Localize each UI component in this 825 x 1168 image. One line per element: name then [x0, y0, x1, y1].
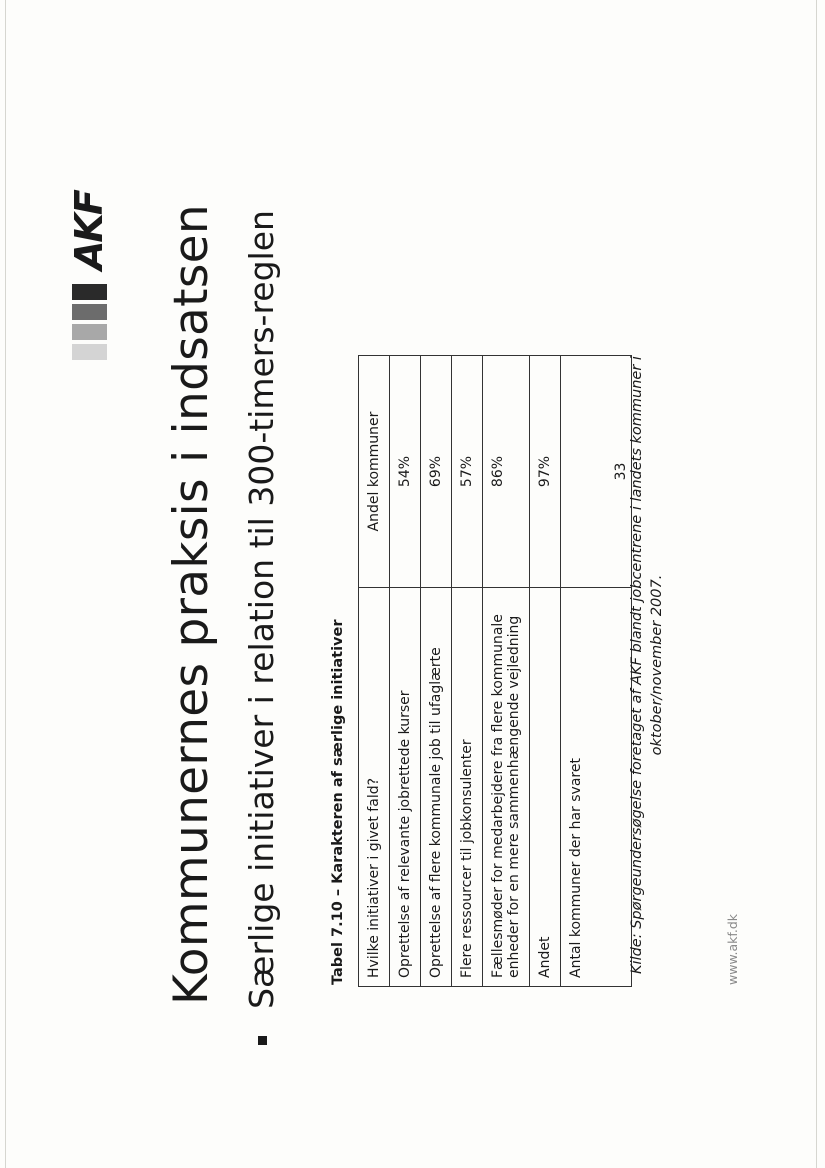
- row-label: Fællesmøder for medarbejdere fra flere kommunale enheder for en mere sammenhængende vejledning: [483, 588, 530, 987]
- table-row: [421, 356, 452, 987]
- table-row: [483, 356, 530, 987]
- table-row-total: [561, 356, 632, 987]
- logo-bar-2: [72, 324, 107, 340]
- bullet-item: [242, 210, 281, 1045]
- row-value: 57%: [452, 356, 483, 588]
- page-edge-right: [816, 0, 817, 1168]
- table-row: [452, 356, 483, 987]
- table-row: [530, 356, 561, 987]
- row-label: Flere ressourcer til jobkonsulenter: [452, 588, 483, 987]
- row-label: Oprettelse af relevante jobrettede kurser: [390, 588, 421, 987]
- table-row: [390, 356, 421, 987]
- initiatives-table: [358, 355, 632, 987]
- bullet-square-icon: [258, 1036, 267, 1045]
- slide: [67, 125, 790, 1045]
- table-caption: Tabel 7.10 – Karakteren af særlige initiativer: [330, 619, 346, 985]
- row-label: Andet: [530, 588, 561, 987]
- row-label: Oprettelse af flere kommunale job til ufaglærte: [421, 588, 452, 987]
- page-edge-left: [5, 0, 6, 1168]
- header-value: Andel kommuner: [359, 356, 390, 588]
- bullet-text: Særlige initiativer i relation til 300-timers-reglen: [242, 210, 281, 1009]
- row-value: 86%: [483, 356, 530, 588]
- row-value: 97%: [530, 356, 561, 588]
- slide-title: Kommunernes praksis i indsatsen: [164, 204, 219, 1005]
- logo-bar-4: [72, 284, 107, 300]
- header-question: Hvilke initiativer i givet fald?: [359, 588, 390, 987]
- row-value: 69%: [421, 356, 452, 588]
- website-link[interactable]: www.akf.dk: [725, 913, 740, 985]
- row-value: 33: [561, 356, 632, 588]
- row-label: Antal kommuner der har svaret: [561, 588, 632, 987]
- logo-bar-3: [72, 304, 107, 320]
- row-value: 54%: [390, 356, 421, 588]
- logo-text: AKF: [67, 191, 111, 270]
- logo-bar-1: [72, 344, 107, 360]
- source-note: Kilde: Spørgeundersøgelse foretaget af AKF blandt jobcentrene i landets kommuner i oktober/november 2007.: [629, 356, 665, 974]
- table-header-row: [359, 356, 390, 987]
- akf-logo: [67, 191, 111, 360]
